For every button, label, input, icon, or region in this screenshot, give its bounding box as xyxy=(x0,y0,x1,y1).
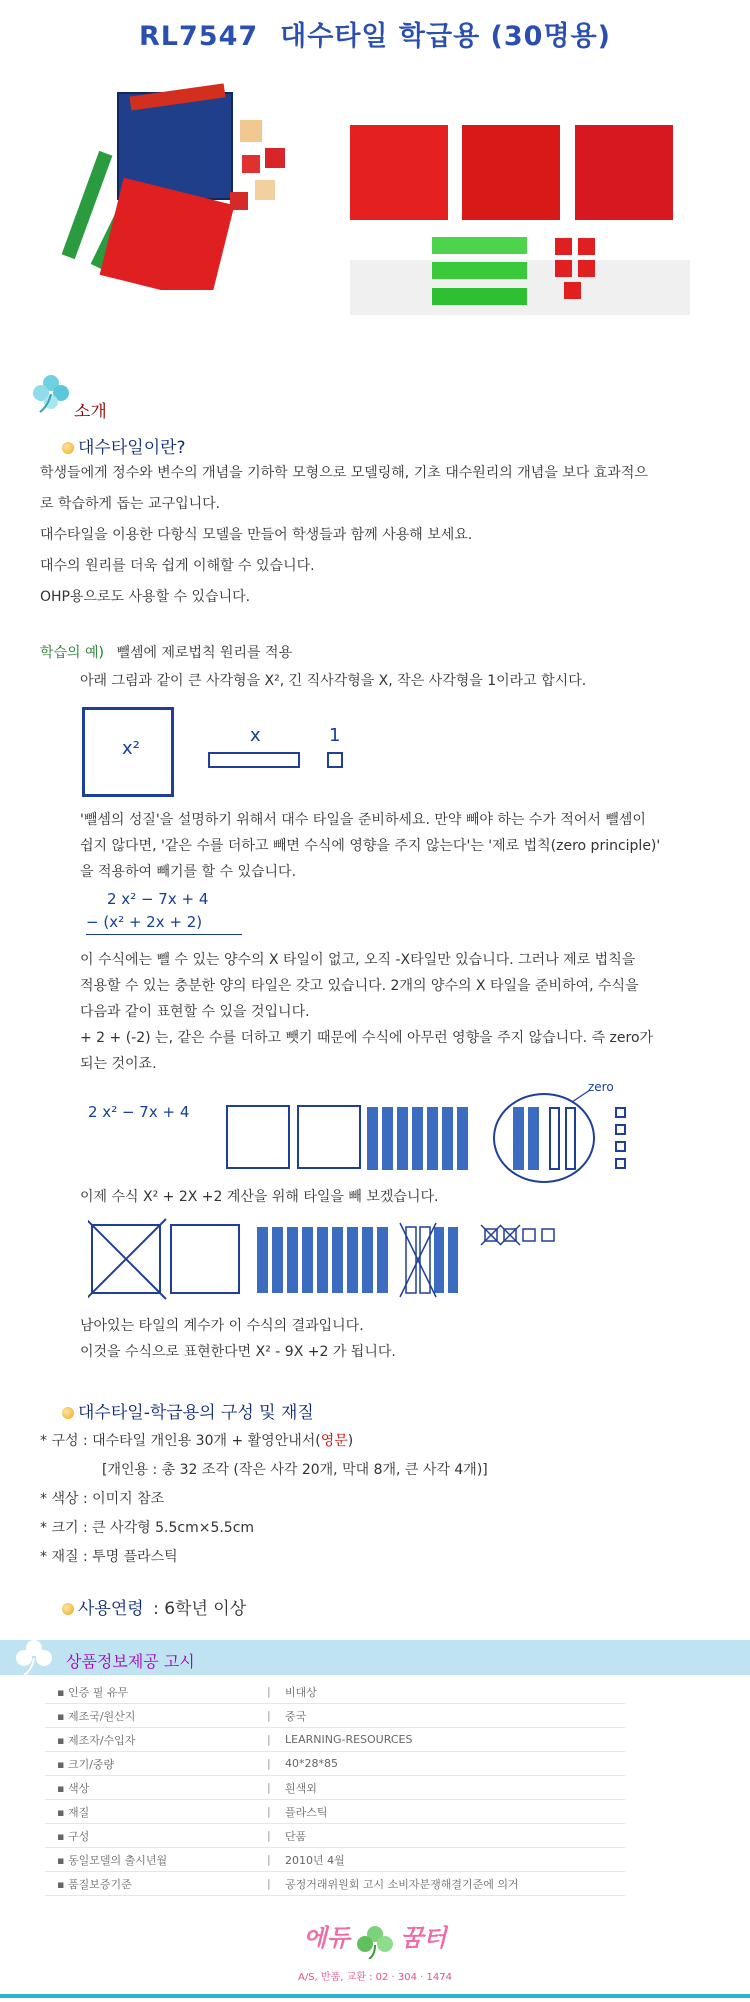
tile-x-label: x xyxy=(250,725,261,746)
product-photo-right xyxy=(350,120,690,320)
notice-separator: | xyxy=(267,1800,285,1824)
paragraph-subtract-now: 이제 수식 X² + 2X +2 계산을 위해 타일을 빼 보겠습니다. xyxy=(80,1189,439,1205)
product-code: RL7547 xyxy=(139,21,259,52)
notice-key: ▪ 크기/중량 xyxy=(45,1752,267,1776)
product-name: 대수타일 학급용 (30명용) xyxy=(280,21,611,52)
notice-value: 비대상 xyxy=(285,1680,625,1704)
notice-separator: | xyxy=(267,1824,285,1848)
paragraph-result: 남아있는 타일의 계수가 이 수식의 결과입니다. 이것을 수식으로 표현한다면 X² - 9X +2 가 됩니다. xyxy=(80,1318,396,1360)
notice-row xyxy=(45,1728,625,1752)
notice-row xyxy=(45,1824,625,1848)
notice-value: 40*28*85 xyxy=(285,1752,625,1776)
example-desc: 아래 그림과 같이 큰 사각형을 X², 긴 직사각형을 X, 작은 사각형을 1이라고 합시다. xyxy=(80,673,587,689)
clover-icon xyxy=(30,372,72,414)
zero-pointer xyxy=(570,1088,592,1104)
logo-text-left: 에듀 xyxy=(303,1924,350,1952)
zero-label: zero xyxy=(588,1080,614,1094)
notice-separator: | xyxy=(267,1752,285,1776)
notice-key: ▪ 제조자/수입자 xyxy=(45,1728,267,1752)
composition-item-3: * 크기 : 큰 사각형 5.5cm×5.5cm xyxy=(40,1520,255,1536)
notice-value: 플라스틱 xyxy=(285,1800,625,1824)
tile-x2-label: x² xyxy=(122,738,140,759)
clover-icon xyxy=(355,1925,395,1959)
notice-key: ▪ 동일모델의 출시년월 xyxy=(45,1848,267,1872)
notice-value: 2010년 4월 xyxy=(285,1848,625,1872)
notice-separator: | xyxy=(267,1872,285,1896)
composition-item-4: * 재질 : 투명 플라스틱 xyxy=(40,1549,178,1565)
notice-row xyxy=(45,1800,625,1824)
intro-subtitle: 대수타일이란? xyxy=(62,433,186,458)
equation-underline xyxy=(86,934,242,935)
notice-key: ▪ 인증 필 유무 xyxy=(45,1680,267,1704)
notice-row xyxy=(45,1704,625,1728)
paragraph-zero-principle: 이 수식에는 뺄 수 있는 양수의 X 타일이 없고, 오직 -X타일만 있습니다. 그러나 제로 법칙을 적용할 수 있는 충분한 양의 타일은 갖고 있습니다. 2개의 양수의 X 타일을 준비하여, 수식을 다음과 같이 표현할 수 있을 것입니다. + 2 + (-2) 는, 같은 수를 더하고 뺏기 때문에 수식에 아무런 영향을 주지 않습니다. 즉 zero가 되는 것이죠. xyxy=(80,952,654,1072)
notice-value: LEARNING-RESOURCES xyxy=(285,1728,625,1752)
equation-line-1: 2 x² − 7x + 4 xyxy=(107,890,209,908)
intro-section-title: 소개 xyxy=(74,402,107,422)
zero-circle xyxy=(493,1093,595,1183)
notice-row xyxy=(45,1848,625,1872)
notice-separator: | xyxy=(267,1680,285,1704)
notice-key: ▪ 구성 xyxy=(45,1824,267,1848)
notice-title: 상품정보제공 고시 xyxy=(66,1652,195,1671)
notice-value: 공정거래위원회 고시 소비자분쟁해결기준에 의거 xyxy=(285,1872,625,1896)
logo-text-right: 꿈터 xyxy=(400,1924,447,1952)
intro-text: 학생들에게 정수와 변수의 개념을 기하학 모형으로 모델링해, 기초 대수원리의 개념을 보다 효과적으 로 학습하게 돕는 교구입니다. 대수타일을 이용한 다항식 모델을 만들어 학생들과 함께 사용해 보세요. 대수의 원리를 더욱 쉽게 이해할 수 있습니다. OHP용으로도 사용할 수 있습니다. xyxy=(40,465,648,605)
footer-line xyxy=(0,1994,750,1998)
tile-1-label: 1 xyxy=(329,725,341,746)
notice-row xyxy=(45,1680,625,1704)
composition-list xyxy=(40,1427,720,1572)
tile-diagram-2 xyxy=(88,1215,568,1300)
bullet-icon xyxy=(62,442,74,454)
footer-logo xyxy=(0,1918,750,1959)
notice-value: 흰색외 xyxy=(285,1776,625,1800)
notice-separator: | xyxy=(267,1848,285,1872)
paragraph-subtraction: '뺄셈의 성질'을 설명하기 위해서 대수 타일을 준비하세요. 만약 빼야 하는 수가 적어서 뺄셈이 쉽지 않다면, '같은 수를 더하고 빼면 수식에 영향을 주지 않는다'는 '제로 법칙(zero principle)' 을 적용하여 빼기를 할 수 있습니다. xyxy=(80,812,661,880)
clover-icon xyxy=(14,1638,54,1676)
bullet-icon xyxy=(62,1407,74,1419)
product-photo-left xyxy=(60,80,320,290)
tile-one xyxy=(327,752,343,768)
composition-item-1-sub: [개인용 : 총 32 조각 (작은 사각 20개, 막대 8개, 큰 사각 4개)] xyxy=(102,1462,488,1478)
notice-value: 단품 xyxy=(285,1824,625,1848)
notice-key: ▪ 재질 xyxy=(45,1800,267,1824)
age-info: 사용연령 : 6학년 이상 xyxy=(62,1594,246,1619)
notice-row xyxy=(45,1752,625,1776)
notice-separator: | xyxy=(267,1776,285,1800)
notice-value: 중국 xyxy=(285,1704,625,1728)
tile-x xyxy=(208,752,300,768)
notice-separator: | xyxy=(267,1728,285,1752)
composition-item-2: * 색상 : 이미지 참조 xyxy=(40,1491,165,1507)
notice-key: ▪ 품질보증기준 xyxy=(45,1872,267,1896)
composition-item-1: * 구성 : 대수타일 개인용 30개 + 활영안내서(영문) xyxy=(40,1433,354,1449)
bullet-icon xyxy=(62,1603,74,1615)
page-title xyxy=(0,14,750,53)
notice-row xyxy=(45,1872,625,1896)
notice-key: ▪ 색상 xyxy=(45,1776,267,1800)
example-heading: 학습의 예) 뺄셈에 제로법칙 원리를 적용 xyxy=(40,645,293,661)
notice-table xyxy=(45,1680,625,1896)
equation-line-2: − (x² + 2x + 2) xyxy=(86,913,203,931)
equation-line-3: 2 x² − 7x + 4 xyxy=(88,1103,190,1121)
notice-separator: | xyxy=(267,1704,285,1728)
composition-title: 대수타일-학급용의 구성 및 재질 xyxy=(62,1398,314,1423)
notice-row xyxy=(45,1776,625,1800)
contact-text: A/S, 반품, 교환 : 02 · 304 · 1474 xyxy=(298,1972,452,1983)
notice-key: ▪ 제조국/원산지 xyxy=(45,1704,267,1728)
